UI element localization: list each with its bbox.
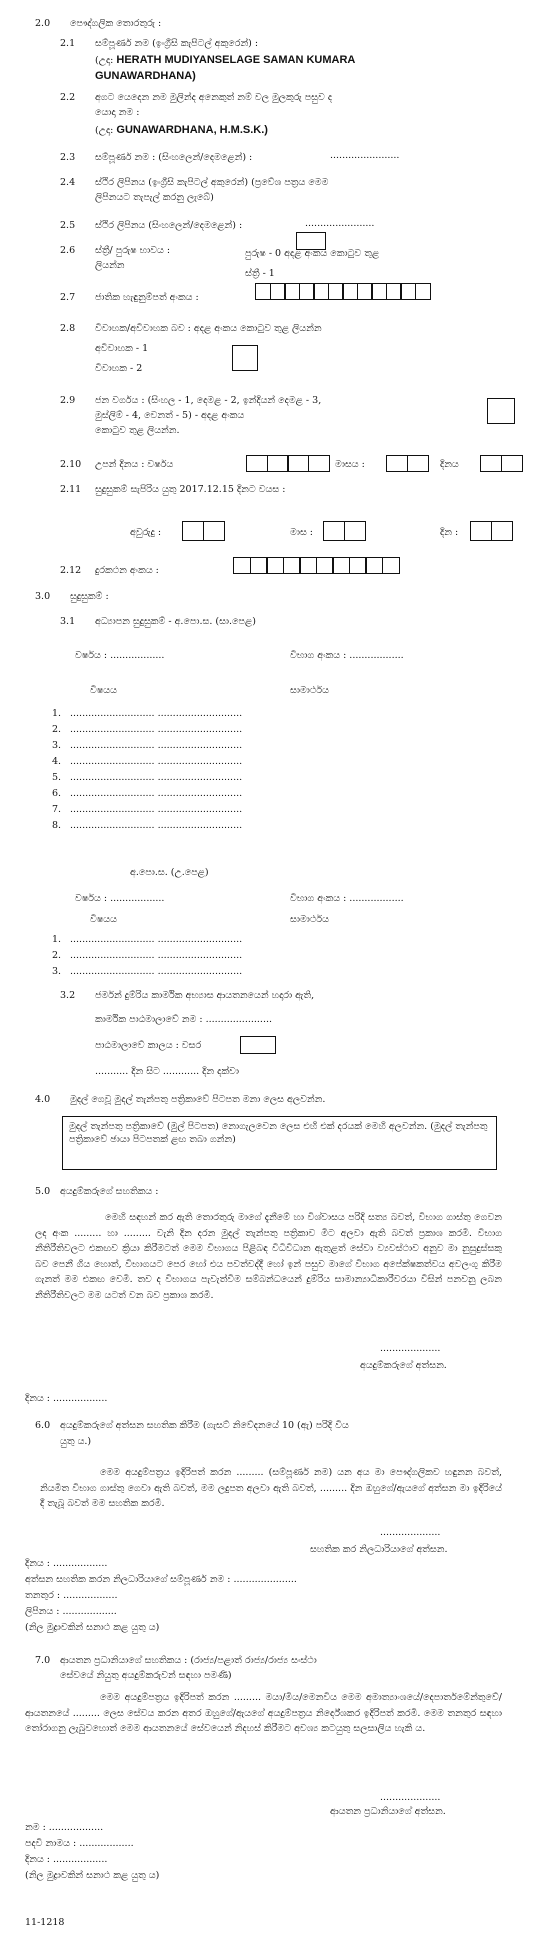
birth-day-boxes[interactable] xyxy=(480,455,521,472)
item-2-5-number: 2.5 xyxy=(60,220,76,231)
institution-head-signature-line[interactable]: .................... xyxy=(380,1792,441,1803)
item-2-1-number: 2.1 xyxy=(60,38,76,49)
gender-box[interactable] xyxy=(296,232,326,250)
item-2-11-number: 2.11 xyxy=(60,484,82,495)
deposit-slip-paste-box: මුදල් තැන්පතු පත්‍රිකාවේ (මුල් පිටපත) නොගැලවෙන ලෙස එහි එක් දරයක් මෙහි අලවන්න. (මුදල් තැන්පතු පත්‍රිකාවේ ඡායා පිටපතක් ළඟ තබා ගන්න) xyxy=(62,1116,497,1170)
section-6-number: 6.0 xyxy=(35,1420,51,1431)
result-row-number: 8. xyxy=(52,820,62,831)
officer-signature-label: සහතික කර නිලධාරියාගේ අත්සන. xyxy=(310,1544,448,1555)
section-7-number: 7.0 xyxy=(35,1655,51,1666)
result-row[interactable]: 7. ............................ ............................ xyxy=(52,802,242,818)
item-2-2-label: අගට යෙදෙන නම මුලින්ද අනෙකුත් නම් වල මුලකුරු පසුව ද xyxy=(95,92,333,103)
phone-number-boxes[interactable] xyxy=(233,557,398,574)
result-row-number: 6. xyxy=(52,788,62,799)
nic-number-boxes[interactable] xyxy=(255,283,429,300)
applicant-declaration-text: මෙහි සඳහන් කර ඇති තොරතුරු මාගේ දැනීමේ හා විශ්වාසය පරිදි සත්‍ය බවත්, විභාග ගාස්තු ගෙවන ලද අංක ......... හා ......... වැනි දින දරන මුදල් තැන්පතු පත්‍රිකාව මීට අලවා ඇති බවත් ප්‍රකාශ කරමි. විභාග නීතිරීතිවලට එකඟව ක්‍රියා කිරීමටත් මෙම විභාගය පිළිබඳ විධිවිධාන ඇතුළත් සේවා ව්‍යවස්ථාව අනුව මා නුසුදුස්සකු බව පෙනී ගිය හොත්, විභාගයට පෙර හෝ එය පවත්වද්දී හෝ ඉන් පසුව මාගේ විභාග අපේක්ෂකත්වය අවලංගු කිරීම ගැනත් මම එකඟ වෙමි. තව ද විභාගය පැවැත්වීම සම්බන්ධයෙන් දුම්රිය සාමාන්‍යාධිකාරීවරයා විසින් පනවනු ලබන නීතිරීතිවලට මම යටත් වන බව ප්‍රකාශ කරමි. xyxy=(35,1212,502,1301)
item-3-2-label: ජර්මන් දුම්රිය කාර්මික අභ්‍යාස ආයතනයෙන් හදාරා ඇති, xyxy=(95,990,315,1001)
ol-subject-header: විෂයය xyxy=(90,685,117,696)
item-2-4-number: 2.4 xyxy=(60,177,76,188)
officer-full-name-label: අත්සන සහතික කරන නිලධාරියාගේ සම්පූර්ණ නම : ..................... xyxy=(25,1574,297,1585)
al-year-label: වර්ෂය : .................. xyxy=(75,893,165,904)
item-2-9-label-line3: කොටුව තුළ ලියන්න. xyxy=(95,425,180,436)
item-2-12-number: 2.12 xyxy=(60,565,82,576)
age-months-boxes[interactable] xyxy=(323,521,364,541)
section-2-number: 2.0 xyxy=(35,18,51,29)
item-2-11-days-label: දින : xyxy=(440,527,459,538)
item-2-10-day-label: දිනය xyxy=(440,459,459,470)
result-row[interactable]: 2. ............................ ............................ xyxy=(52,948,242,964)
al-index-label: විභාග අංකය : .................. xyxy=(290,893,404,904)
ol-year-label: වර්ෂය : .................. xyxy=(75,650,165,661)
item-2-12-label: දුරකථන අංකය : xyxy=(95,565,159,576)
al-results-list xyxy=(52,932,242,980)
al-subject-header: විෂයය xyxy=(90,914,117,925)
page-code: 11-1218 xyxy=(25,1917,65,1928)
course-name-label: කාර්මික පාඨමාලාවේ නම : ...................... xyxy=(95,1014,273,1025)
item-2-4-label: ස්ථිර ලිපිනය (ඉංග්‍රීසි කැපිටල් අකුරෙන්) (ප්‍රවේශ පත්‍රය මෙම xyxy=(95,177,329,188)
ol-grade-header: සාමාර්ථය xyxy=(290,685,329,696)
item-2-9-label-line2: මුස්ලිම් - 4, වෙනත් - 5) - අදළ අංකය xyxy=(95,410,245,421)
institution-head-certification-text: මෙම අයදුම්පත්‍රය ඉදිරිපත් කරන ......... මයා/මිය/මෙනවිය මෙම අමාත්‍යාංශයේ/දෙපාර්තමේන්තුවේ/ආයතනයේ ......... ලෙස සේවය කරන අතර ඔහුගේ/ඇයගේ අයදුම්පත්‍රය නිර්දේශකර ඉදිරිපත් කරමි. මෙම තනතුර සඳහා තෝරාගනු ලැබුවහොත් මෙම ආයතනයේ සේවයෙන් නිදහස් කිරීමට අවශ්‍ය කටයුතු සලසාලිය හැකි ය. xyxy=(25,1692,502,1735)
officer-signature-line[interactable]: .................... xyxy=(380,1527,441,1538)
item-2-2-example: (උදා: GUNAWARDHANA, H.M.S.K.) xyxy=(95,124,268,136)
course-dates: ........... දින සිට ............ දින දක්වා xyxy=(95,1066,239,1077)
item-2-2-number: 2.2 xyxy=(60,92,76,103)
item-2-8-label: විවාහක/අවිවාහක බව : අදළ අංකය කොටුව තුළ ලියන්න xyxy=(95,323,322,334)
item-2-6-female-option: ස්ත්‍රී - 1 xyxy=(245,268,275,279)
item-2-10-number: 2.10 xyxy=(60,459,82,470)
section-6-title-line2: යුතු ය.) xyxy=(60,1436,92,1447)
item-2-3-number: 2.3 xyxy=(60,152,76,163)
section-3-title: සුදුසුකම් : xyxy=(70,591,109,602)
item-3-1-label: අධ්‍යාපන සුදුසුකම් - අ.පො.ස. (සා.පෙළ) xyxy=(95,616,256,627)
section-7-title-line2: සේවයේ නියුතු අයදුම්කරුවන් සඳහා පමණි) xyxy=(60,1670,232,1681)
item-2-6-male-option: පුරුෂ - 0 අදළ අංකය කොටුව තුළ xyxy=(245,248,380,259)
result-row-number: 7. xyxy=(52,804,62,815)
signature-certification-text: මෙම අයදුම්පත්‍රය ඉදිරිපත් කරන ......... (සම්පූර්ණ නම) යන අය මා පෞද්ගලිකව හඳුනන බවත්, නියමිත විභාග ගාස්තු ගෙවා ඇති බවත්, මම ලදුපත අලවා ඇති බවත්, ......... දින ඔහුගේ/ඇයගේ අත්සන මා ඉදිරියේ දී තැබූ බවත් මම සහතික කරමි. xyxy=(40,1467,502,1510)
item-2-5-label: ස්ථිර ලිපිනය (සිංහලෙන්/දෙමළෙන්) : xyxy=(95,220,243,231)
officer-designation-label: තනතුර : .................. xyxy=(25,1590,118,1601)
section-7-title: ආයතන ප්‍රධානියාගේ සහතිකය : (රාජ්‍ය/පළාත් රාජ්‍ය/රාජ්‍ය සංස්ථා xyxy=(60,1655,317,1666)
applicant-date-label: දිනය : .................. xyxy=(25,1393,108,1404)
birth-year-boxes[interactable] xyxy=(246,455,328,472)
result-row-number: 1. xyxy=(52,934,62,945)
course-period-box[interactable] xyxy=(240,1036,276,1054)
institution-head-date-label: දිනය : .................. xyxy=(25,1854,108,1865)
section-4-number: 4.0 xyxy=(35,1094,51,1105)
item-2-2-label-line2: යොදා නම : xyxy=(95,107,140,118)
institution-head-seal-note: (නිල මුද්‍රාවකින් සනාථ කළ යුතු ය) xyxy=(25,1870,160,1881)
institution-head-signature-label: ආයතන ප්‍රධානියාගේ අත්සන. xyxy=(330,1806,446,1817)
item-2-9-label: ජන වර්ගය : (සිංහල - 1, දෙමළ - 2, ඉන්දියන් දෙමළ - 3, xyxy=(95,395,322,406)
result-row[interactable]: 8. ............................ ............................ xyxy=(52,818,242,834)
item-2-1-label: සම්පූර්ණ නම (ඉංග්‍රීසි කැපිටල් අකුරෙන්) : xyxy=(95,38,259,49)
section-3-number: 3.0 xyxy=(35,591,51,602)
age-days-boxes[interactable] xyxy=(470,521,511,541)
result-row-number: 3. xyxy=(52,740,62,751)
item-2-9-number: 2.9 xyxy=(60,395,76,406)
result-row[interactable]: 2. ............................ ............................ xyxy=(52,722,242,738)
result-row[interactable]: 3. ............................ ............................ xyxy=(52,964,242,980)
institution-head-designation-label: පදවි නාමය : .................. xyxy=(25,1838,134,1849)
section-6-title: අයදුම්කරුගේ අත්සන සහතික කිරීම (ගැසට් නිවේදනයේ 10 (ඇ) පරිදි විය xyxy=(60,1420,349,1431)
item-2-7-label: ජාතික හැඳුනුම්පත් අංකය : xyxy=(95,292,199,303)
result-row[interactable]: 6. ............................ ............................ xyxy=(52,786,242,802)
item-2-8-number: 2.8 xyxy=(60,323,76,334)
result-row-number: 3. xyxy=(52,966,62,977)
item-2-1-example-line2: GUNAWARDHANA) xyxy=(95,70,196,82)
ethnicity-box[interactable] xyxy=(487,398,515,424)
applicant-signature-line[interactable]: .................... xyxy=(380,1343,441,1354)
result-row[interactable]: 1. ............................ ............................ xyxy=(52,706,242,722)
section-5-number: 5.0 xyxy=(35,1186,51,1197)
result-row-number: 2. xyxy=(52,724,62,735)
full-name-local-field[interactable]: ....................... xyxy=(330,150,400,161)
section-5-title: අයදුම්කරුගේ සහතිකය : xyxy=(60,1186,159,1197)
item-2-4-label-line2: ලිපිනයට තැපැල් කරනු ලැබේ) xyxy=(95,192,214,203)
item-2-11-label: සුදුසුකම් සැපිරිය යුතු 2017.12.15 දිනට වයස : xyxy=(95,484,286,495)
marital-status-box[interactable] xyxy=(232,345,258,371)
result-row-number: 1. xyxy=(52,708,62,719)
age-years-boxes[interactable] xyxy=(182,521,223,541)
al-title: අ.පො.ස. (උ.පෙළ) xyxy=(130,867,209,878)
item-2-11-months-label: මාස : xyxy=(290,527,314,538)
item-3-1-number: 3.1 xyxy=(60,616,76,627)
course-period-label: පාඨමාලාවේ කාලය : වසර xyxy=(95,1040,202,1051)
result-row-number: 4. xyxy=(52,756,62,767)
result-row[interactable]: 1. ............................ ............................ xyxy=(52,932,242,948)
section-2-title: පෞද්ගලික තොරතුරු : xyxy=(70,18,162,29)
item-2-10-month-label: මාසය : xyxy=(335,459,365,470)
institution-head-name-label: නම : .................. xyxy=(25,1822,104,1833)
item-2-6-label-line2: ලියන්න xyxy=(95,260,125,271)
item-2-11-years-label: අවුරුදු : xyxy=(130,527,162,538)
item-2-8-option-2: විවාහක - 2 xyxy=(95,363,143,374)
officer-seal-note: (නිල මුද්‍රාවකින් සනාථ කළ යුතු ය) xyxy=(25,1622,160,1633)
officer-address-label: ලිපිනය : .................. xyxy=(25,1606,117,1617)
section-4-text: මුදල් ගෙවූ මුදල් තැන්පතු පත්‍රිකාවේ පිටපත මනා ලෙස අලවන්න. xyxy=(70,1094,326,1105)
item-2-6-number: 2.6 xyxy=(60,245,76,256)
item-2-3-label: සම්පූර්ණ නම : (සිංහලෙන්/දෙමළෙන්) : xyxy=(95,152,253,163)
ol-results-list xyxy=(52,706,242,834)
item-2-10-label: උපන් දිනය : වර්ෂය xyxy=(95,459,174,470)
applicant-signature-label: අයදුම්කරුගේ අත්සන. xyxy=(360,1360,447,1371)
result-row-number: 5. xyxy=(52,772,62,783)
ol-index-label: විභාග අංකය : .................. xyxy=(290,650,404,661)
al-grade-header: සාමාර්ථය xyxy=(290,914,329,925)
birth-month-boxes[interactable] xyxy=(386,455,427,472)
item-2-1-example: (උදා: HERATH MUDIYANSELAGE SAMAN KUMARA xyxy=(95,54,356,66)
result-row-number: 2. xyxy=(52,950,62,961)
result-row[interactable]: 3. ............................ ............................ xyxy=(52,738,242,754)
item-2-8-option-1: අවිවාහක - 1 xyxy=(95,343,149,354)
result-row[interactable]: 5. ............................ ............................ xyxy=(52,770,242,786)
certification-date-label: දිනය : .................. xyxy=(25,1558,108,1569)
result-row[interactable]: 4. ............................ ............................ xyxy=(52,754,242,770)
permanent-address-local-field[interactable]: ....................... xyxy=(305,218,375,229)
item-3-2-number: 3.2 xyxy=(60,990,76,1001)
item-2-7-number: 2.7 xyxy=(60,292,76,303)
item-2-6-label: ස්ත්‍රී/ පුරුෂ භාවය : xyxy=(95,245,171,256)
